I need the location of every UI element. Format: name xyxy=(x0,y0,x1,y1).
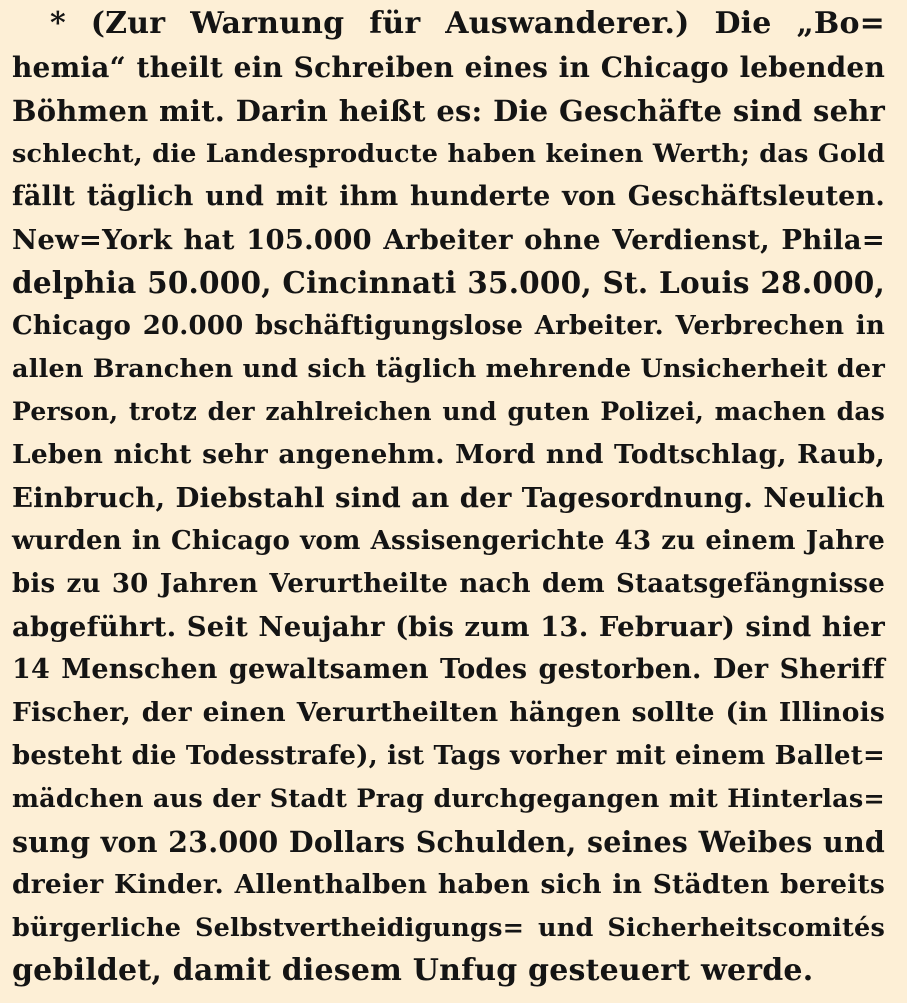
article-line: Leben nicht sehr angenehm. Mord nnd Todtschlag, Raub, xyxy=(12,439,885,470)
article-line: bürgerliche Selbstvertheidigungs= und Sicherheitscomités xyxy=(12,913,885,943)
article-line: sung von 23.000 Dollars Schulden, seines Weibes und xyxy=(12,825,885,859)
article-line: mädchen aus der Stadt Prag durchgegangen mit Hinterlas= xyxy=(12,784,885,814)
article-line: hemia“ theilt ein Schreiben eines in Chicago lebenden xyxy=(12,51,885,84)
article-line: allen Branchen und sich täglich mehrende Unsicherheit der xyxy=(12,354,885,384)
article-line: besteht die Todesstrafe), ist Tags vorher mit einem Ballet= xyxy=(12,741,885,771)
article-line: Böhmen mit. Darin heißt es: Die Geschäfte sind sehr xyxy=(12,94,885,128)
article-line: wurden in Chicago vom Assisengerichte 43 zu einem Jahre xyxy=(12,526,885,556)
article-line: bis zu 30 Jahren Verurtheilte nach dem Staatsgefängnisse xyxy=(12,569,885,599)
article-line: Person, trotz der zahlreichen und guten Polizei, machen das xyxy=(12,397,885,426)
article-line: Einbruch, Diebstahl sind an der Tagesordnung. Neulich xyxy=(12,482,885,514)
article-line: gebildet, damit diesem Unfug gesteuert werde. xyxy=(12,953,814,988)
article-line: New=York hat 105.000 Arbeiter ohne Verdienst, Phila= xyxy=(12,224,885,256)
article-line: Fischer, der einen Verurtheilten hängen sollte (in Illinois xyxy=(12,697,885,728)
article-line: 14 Menschen gewaltsamen Todes gestorben. Der Sheriff xyxy=(12,654,885,685)
article-line: delphia 50.000, Cincinnati 35.000, St. Louis 28.000, xyxy=(12,265,885,300)
article-line: fällt täglich und mit ihm hunderte von Geschäftsleuten. xyxy=(12,181,885,212)
article-line: * (Zur Warnung für Auswanderer.) Die „Bo= xyxy=(50,6,885,41)
article-line: dreier Kinder. Allenthalben haben sich in Städten bereits xyxy=(12,869,885,900)
article-line: Chicago 20.000 bschäftigungslose Arbeiter. Verbrechen in xyxy=(12,311,885,341)
article-line: schlecht, die Landesproducte haben keinen Werth; das Gold xyxy=(12,139,885,169)
article-line: abgeführt. Seit Neujahr (bis zum 13. Februar) sind hier xyxy=(12,611,885,643)
